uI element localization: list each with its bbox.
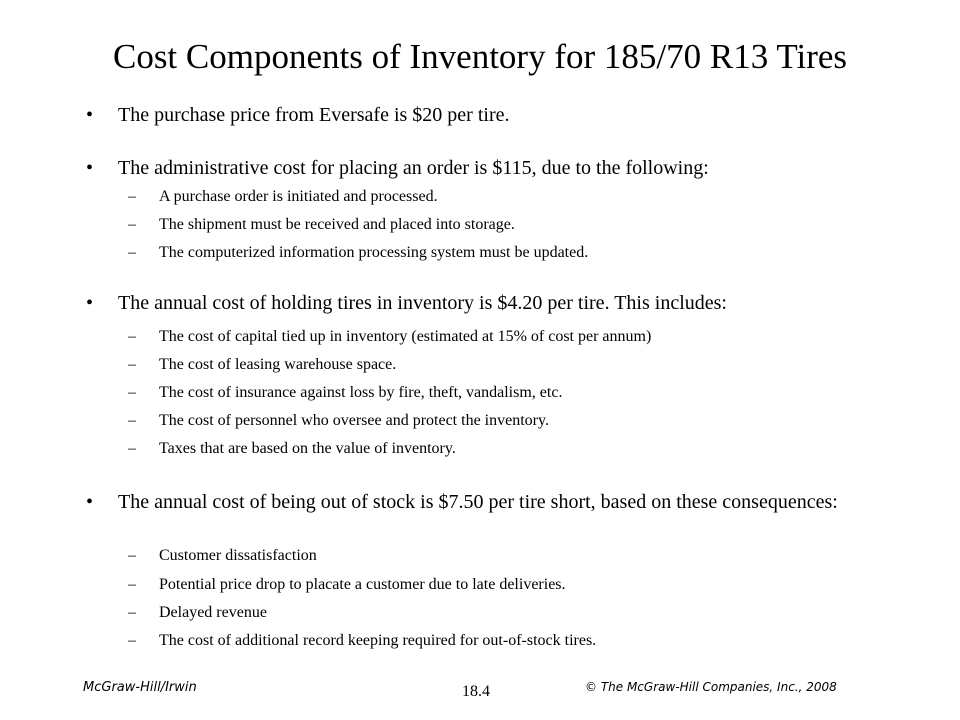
sub-item-text: A purchase order is initiated and processed. (159, 188, 438, 205)
dash-icon: – (128, 412, 136, 429)
dash-icon: – (128, 604, 136, 621)
sub-item (128, 439, 888, 459)
sub-item-text: The cost of leasing warehouse space. (159, 356, 397, 373)
bullet-holding-cost (86, 292, 876, 315)
bullet-icon: • (86, 157, 94, 179)
dash-icon: – (128, 356, 136, 373)
sub-item (128, 575, 888, 595)
sub-item (128, 546, 888, 566)
bullet-icon: • (86, 292, 94, 314)
sub-item-text: The cost of additional record keeping required for out-of-stock tires. (159, 632, 597, 649)
sub-item (128, 411, 888, 431)
sub-item (128, 215, 888, 235)
sub-item (128, 355, 888, 375)
dash-icon: – (128, 244, 136, 261)
bullet-administrative-cost (86, 157, 876, 180)
sub-item-text: The cost of insurance against loss by fire, theft, vandalism, etc. (159, 384, 563, 401)
bullet-text: The purchase price from Eversafe is $20 per tire. (118, 104, 510, 126)
dash-icon: – (128, 632, 136, 649)
sub-item-text: Customer dissatisfaction (159, 547, 317, 564)
sub-item (128, 243, 888, 263)
bullet-stockout-cost (86, 491, 876, 514)
sub-item (128, 603, 888, 623)
dash-icon: – (128, 188, 136, 205)
dash-icon: – (128, 440, 136, 457)
bullet-text: The annual cost of being out of stock is $7.50 per tire short, based on these consequences: (118, 491, 838, 513)
dash-icon: – (128, 547, 136, 564)
sub-item-text: Potential price drop to placate a customer due to late deliveries. (159, 576, 566, 593)
slide-title: Cost Components of Inventory for 185/70 R13 Tires (112, 37, 848, 76)
sub-item (128, 187, 888, 207)
sub-item-text: Taxes that are based on the value of inventory. (159, 440, 456, 457)
footer-slide-number: 18.4 (462, 683, 490, 700)
sub-item (128, 327, 888, 347)
sub-item (128, 383, 888, 403)
sub-item-text: The cost of capital tied up in inventory (estimated at 15% of cost per annum) (159, 328, 652, 345)
bullet-purchase-price (86, 104, 876, 127)
dash-icon: – (128, 384, 136, 401)
bullet-text: The administrative cost for placing an order is $115, due to the following: (118, 157, 709, 179)
sub-item-text: Delayed revenue (159, 604, 267, 621)
sub-item-text: The shipment must be received and placed into storage. (159, 216, 515, 233)
dash-icon: – (128, 216, 136, 233)
bullet-icon: • (86, 104, 94, 126)
sub-item-text: The cost of personnel who oversee and protect the inventory. (159, 412, 549, 429)
dash-icon: – (128, 576, 136, 593)
footer-copyright: © The McGraw-Hill Companies, Inc., 2008 (585, 680, 837, 694)
bullet-text: The annual cost of holding tires in inventory is $4.20 per tire. This includes: (118, 292, 727, 314)
footer-publisher: McGraw-Hill/Irwin (83, 680, 197, 695)
sub-item (128, 631, 888, 651)
sub-item-text: The computerized information processing system must be updated. (159, 244, 589, 261)
bullet-icon: • (86, 491, 94, 513)
dash-icon: – (128, 328, 136, 345)
